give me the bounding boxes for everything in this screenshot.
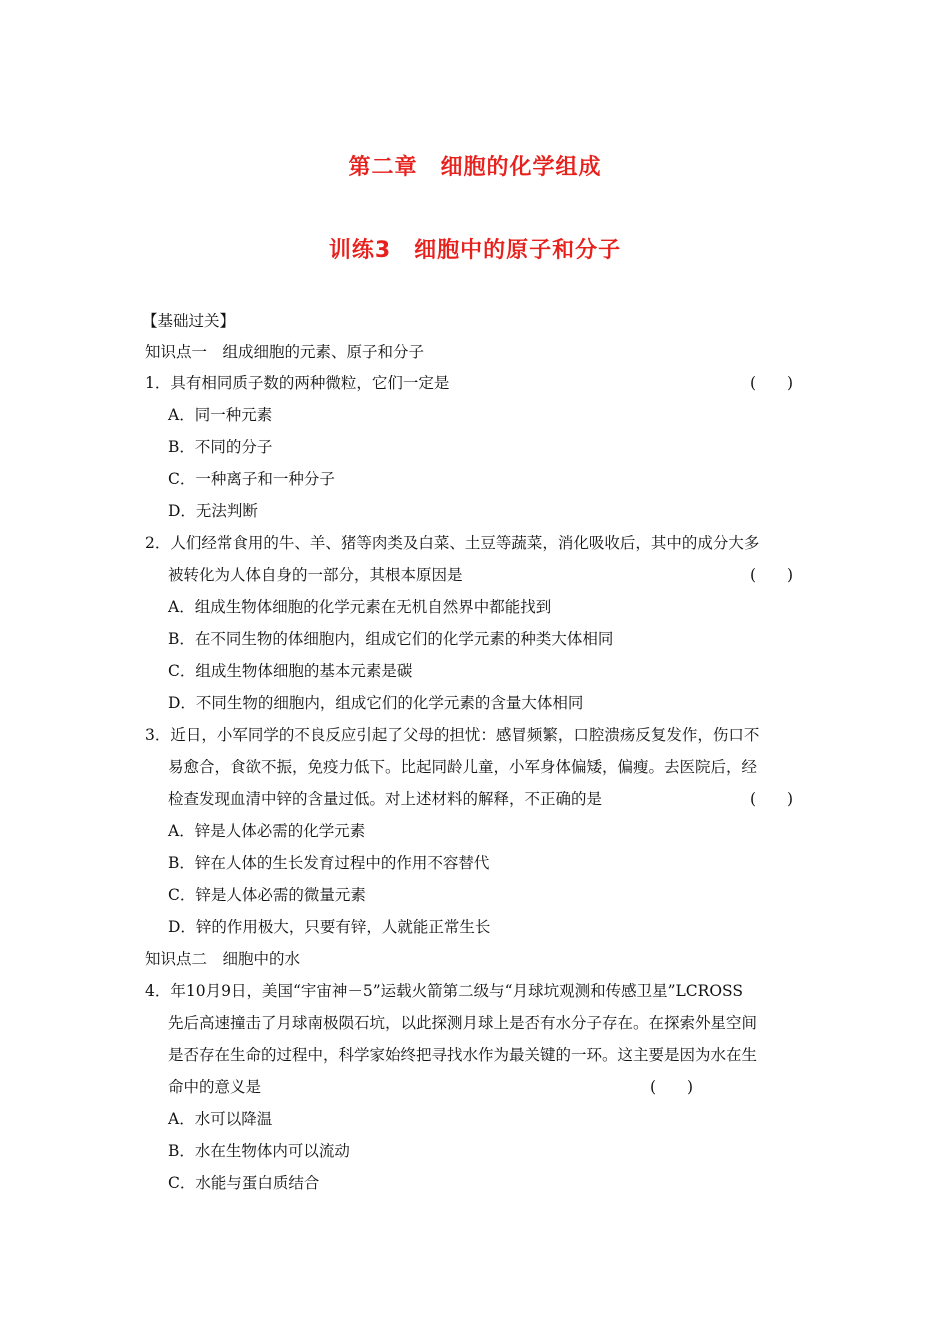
q1-stem: 1．具有相同质子数的两种微粒，它们一定是 — [145, 374, 450, 392]
q1-answer-bracket: ( ) — [750, 374, 794, 392]
q4-stem-line1: 4．年10月9日，美国“宇宙神－5”运载火箭第二级与“月球坑观测和传感卫星”LCROSS — [145, 982, 744, 1000]
q2-option-b: B．在不同生物的体细胞内，组成它们的化学元素的种类大体相同 — [168, 630, 614, 648]
q1-option-c: C．一种离子和一种分子 — [168, 470, 335, 488]
q2-option-c: C．组成生物体细胞的基本元素是碳 — [168, 662, 413, 680]
q2-answer-bracket: ( ) — [750, 566, 794, 584]
q2-option-a: A．组成生物体细胞的化学元素在无机自然界中都能找到 — [168, 598, 552, 616]
q1-option-b: B．不同的分子 — [168, 438, 273, 456]
q3-stem-line1: 3．近日，小军同学的不良反应引起了父母的担忧：感冒频繁，口腔溃疡反复发作，伤口不 — [145, 726, 760, 744]
q1-option-a: A．同一种元素 — [168, 406, 273, 424]
q4-stem-line3: 是否存在生命的过程中，科学家始终把寻找水作为最关键的一环。这主要是因为水在生 — [168, 1046, 758, 1064]
q4-stem-line4: 命中的意义是 — [168, 1078, 262, 1096]
chapter-title: 第二章 细胞的化学组成 — [348, 155, 602, 180]
q2-stem-line1: 2．人们经常食用的牛、羊、猪等肉类及白菜、土豆等蔬菜，消化吸收后，其中的成分大多 — [145, 534, 760, 552]
q4-option-a: A．水可以降温 — [168, 1110, 273, 1128]
q4-option-b: B．水在生物体内可以流动 — [168, 1142, 350, 1160]
q4-option-c: C．水能与蛋白质结合 — [168, 1174, 320, 1192]
q3-stem-line2: 易愈合，食欲不振，免疫力低下。比起同龄儿童，小军身体偏矮，偏瘦。去医院后，经 — [168, 758, 758, 776]
q3-option-a: A．锌是人体必需的化学元素 — [168, 822, 366, 840]
lesson-title: 训练3 细胞中的原子和分子 — [328, 238, 622, 263]
q2-option-d: D．不同生物的细胞内，组成它们的化学元素的含量大体相同 — [168, 694, 584, 712]
q4-stem-line2: 先后高速撞击了月球南极陨石坑，以此探测月球上是否有水分子存在。在探索外星空间 — [168, 1014, 758, 1032]
section-label: 【基础过关】 — [142, 312, 236, 330]
q2-stem-line2: 被转化为人体自身的一部分，其根本原因是 — [168, 566, 463, 584]
q1-option-d: D．无法判断 — [168, 502, 258, 520]
q3-answer-bracket: ( ) — [750, 790, 794, 808]
q3-option-b: B．锌在人体的生长发育过程中的作用不容替代 — [168, 854, 490, 872]
q3-option-c: C．锌是人体必需的微量元素 — [168, 886, 366, 904]
knowledge-point-1: 知识点一 组成细胞的元素、原子和分子 — [145, 343, 425, 361]
q3-option-d: D．锌的作用极大，只要有锌，人就能正常生长 — [168, 918, 491, 936]
q3-stem-line3: 检查发现血清中锌的含量过低。对上述材料的解释，不正确的是 — [168, 790, 603, 808]
knowledge-point-2: 知识点二 细胞中的水 — [145, 950, 301, 968]
q4-answer-bracket: ( ) — [650, 1078, 694, 1096]
